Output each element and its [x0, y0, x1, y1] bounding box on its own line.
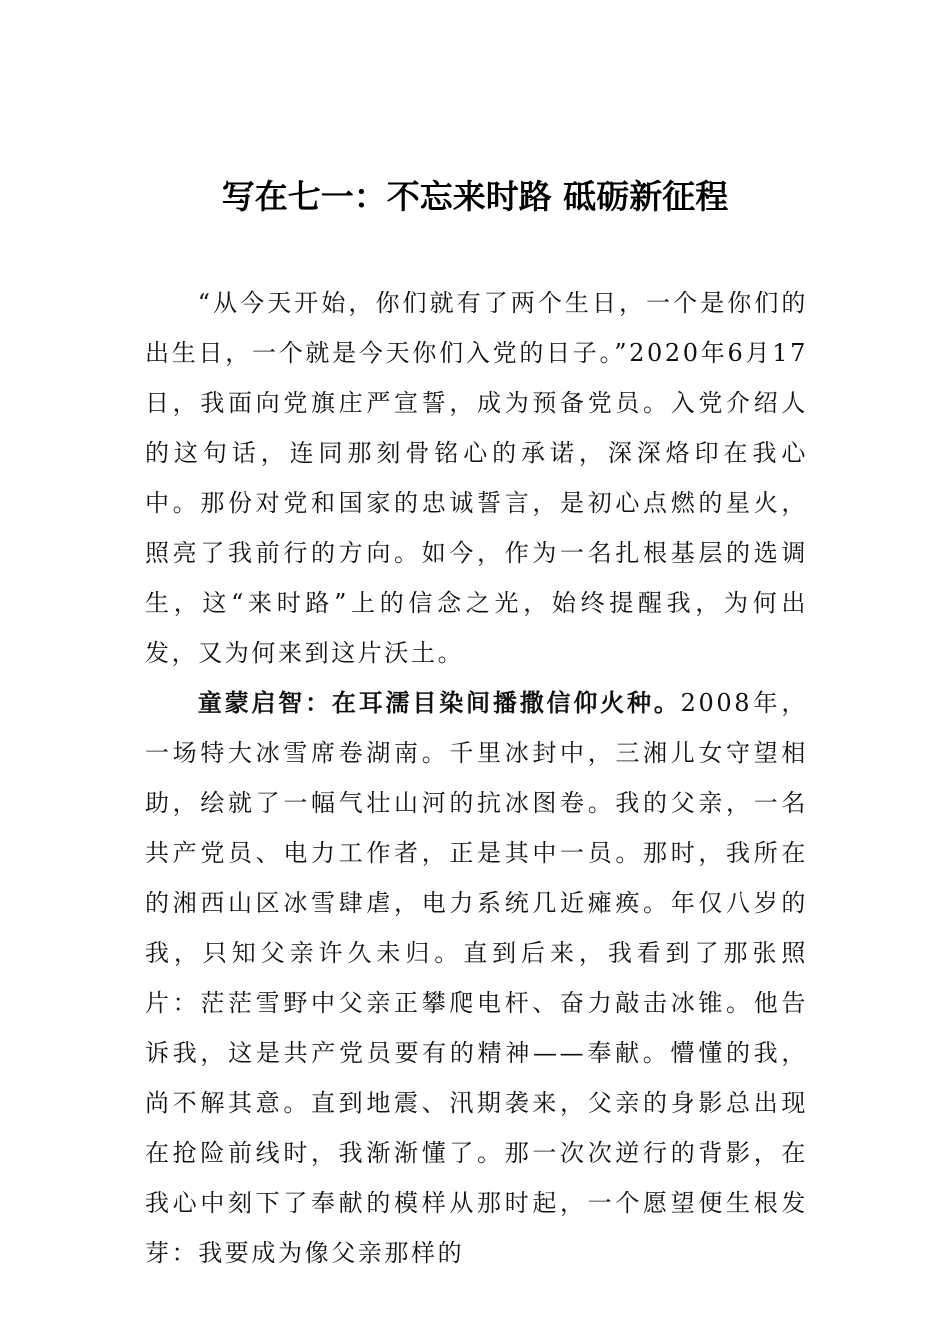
paragraph-2-lead: 童蒙启智：在耳濡目染间播撒信仰火种。: [197, 689, 681, 717]
paragraph-2-text: 2008年，一场特大冰雪席卷湖南。千里冰封中，三湘儿女守望相助，绘就了一幅气壮山河的抗冰图卷。我的父亲，一名共产党员、电力工作者，正是其中一员。那时，我所在的湘西山区冰雪肆虐，电力系统几近瘫痪。年仅八岁的我，只知父亲许久未归。直到后来，我看到了那张照片：茫茫雪野中父亲正攀爬电杆、奋力敲击冰锥。他告诉我，这是共产党员要有的精神——奉献。懵懂的我，尚不解其意。直到地震、汛期袭来，父亲的身影总出现在抢险前线时，我渐渐懂了。那一次次逆行的背影，在我心中刻下了奉献的模样从那时起，一个愿望便生根发芽：我要成为像父亲那样的: [145, 689, 809, 1267]
document-body: [145, 278, 808, 1278]
paragraph-1: [145, 278, 808, 678]
document-title: 写在七一：不忘来时路 砥砺新征程: [221, 177, 729, 216]
paragraph-1-text: “从今天开始，你们就有了两个生日，一个是你们的出生日，一个就是今天你们入党的日子。”2020年6月17日，我面向党旗庄严宣誓，成为预备党员。入党介绍人的这句话，连同那刻骨铭心的承诺，深深烙印在我心中。那份对党和国家的忠诚誓言，是初心点燃的星火，照亮了我前行的方向。如今，作为一名扎根基层的选调生，这“来时路”上的信念之光，始终提醒我，为何出发，又为何来到这片沃土。: [145, 289, 808, 667]
paragraph-2: [145, 678, 808, 1278]
